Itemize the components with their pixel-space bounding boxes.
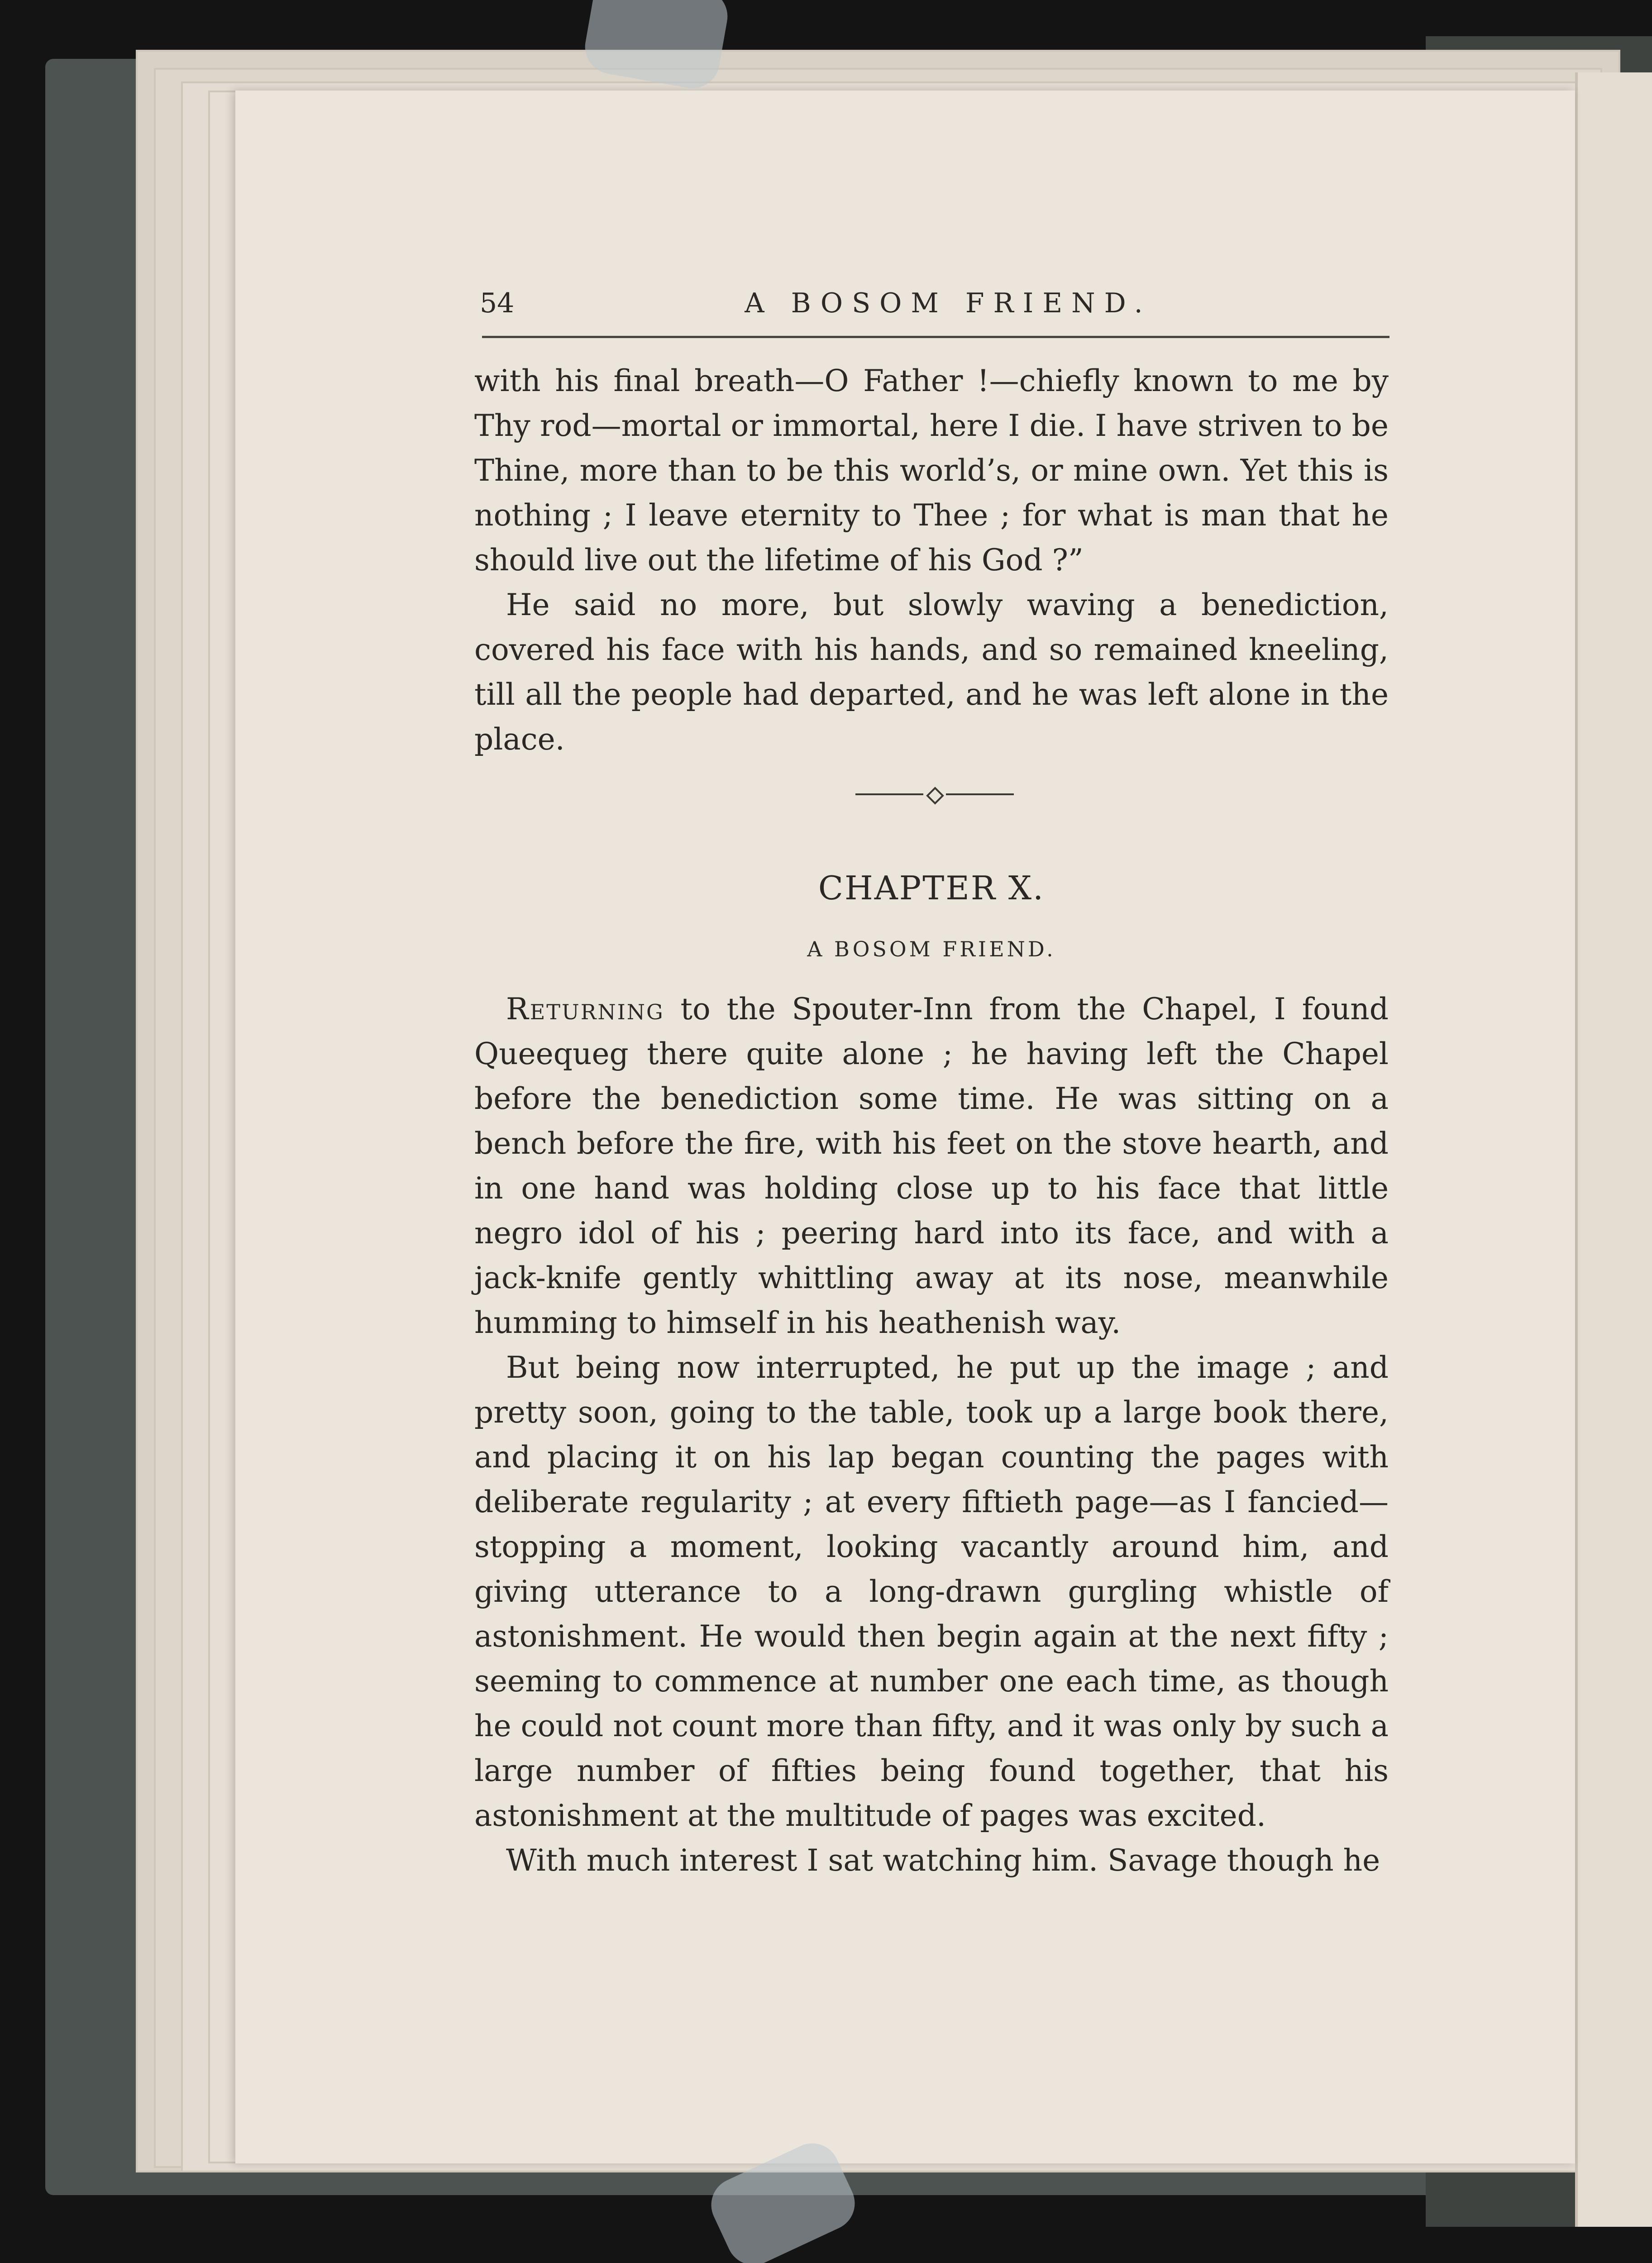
paragraph: He said no more, but slowly waving a benediction, covered his face with his hands, and so remained kneeling, till all the people had departed, and he was left alone in the place. — [474, 587, 1389, 757]
ornament-line — [855, 793, 923, 795]
ornament-line — [946, 793, 1014, 795]
chapter-subtitle: A BOSOM FRIEND. — [807, 937, 1056, 961]
running-title: A BOSOM FRIEND. — [745, 287, 1152, 319]
drop-word: Returning — [506, 992, 664, 1026]
section-ornament — [855, 788, 1014, 801]
chapter-title: CHAPTER X. — [818, 869, 1045, 907]
paragraph: But being now interrupted, he put up the image ; and pretty soon, going to the table, took up a large book there, and placing it on his lap began counting the pages with deliberate regularity ; at every fiftieth page—as I fancied—stopping a moment, looking vacantly around him, and giving utterance to a long-drawn gurgling whistle of astonishment. He would then begin again at the next fifty ; seeming to commence at number one each time, as though he could not count more than fifty, and it was only by such a large number of fifties being found together, that his astonishment at the multitude of pages was excited. — [474, 1350, 1389, 1833]
paragraph-text: to the Spouter-Inn from the Chapel, I found Queequeg there quite alone ; he having left the Chapel before the benediction some time. He was sitting on a bench before the fire, with his feet on the stove hearth, and in one hand was holding close up to his face that little negro idol of his ; peering hard into its face, and with a jack-knife gently whittling away at its nose, meanwhile humming to himself in his heathenish way. — [474, 992, 1389, 1340]
paragraph: With much interest I sat watching him. Savage though he — [506, 1843, 1380, 1878]
facing-page-edge — [1575, 72, 1652, 2227]
chapter-body — [474, 987, 1389, 1883]
header-rule — [482, 336, 1389, 338]
paragraph — [474, 987, 1389, 1345]
passage-end — [474, 358, 1389, 762]
running-head — [473, 283, 1389, 337]
page-number: 54 — [480, 287, 515, 319]
paragraph: with his final breath—O Father !—chiefly known to me by Thy rod—mortal or immortal, here I die. I have striven to be Thine, more than to be this world’s, or mine own. Yet this is nothing ; I leave eternity to Thee ; for what is man that he should live out the lifetime of his God ?” — [474, 363, 1389, 578]
